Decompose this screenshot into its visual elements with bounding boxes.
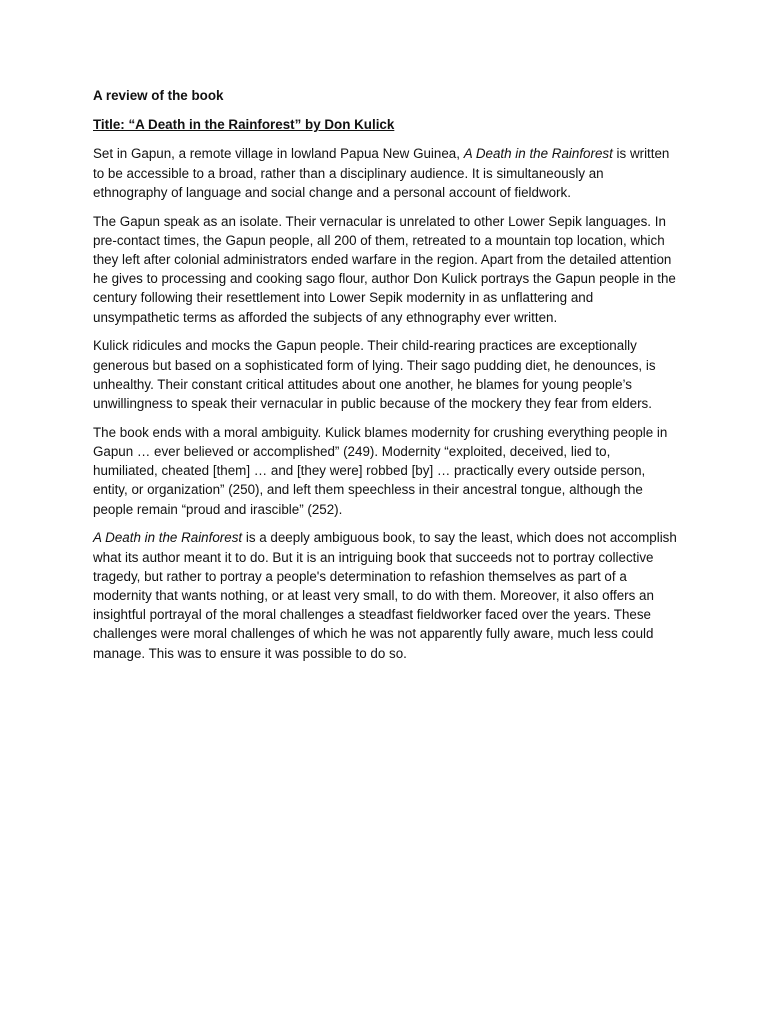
paragraph-1 [93, 144, 678, 202]
paragraph-5-book-title: A Death in the Rainforest [93, 530, 243, 546]
paragraph-5 [93, 528, 678, 662]
paragraph-5-text: is a deeply ambiguous book, to say the least, which does not accomplish what its author meant it to do. But it is an intriguing book that succeeds not to portray collective tragedy, but rather to portray a people's determination to refashion themselves as part of a modernity that wants nothing, or at least very small, to do with them. Moreover, it also offers an insightful portrayal of the moral challenges a steadfast fieldworker faced over the years. These challenges were moral challenges of which he was not apparently fully aware, much less could manage. This was to ensure it was possible to do so. [93, 530, 677, 661]
paragraph-4: The book ends with a moral ambiguity. Kulick blames modernity for crushing everything people in Gapun … ever believed or accomplished” (249). Modernity “exploited, deceived, lied to, humiliated, cheated [them] … and [they were] robbed [by] … practically every outside person, entity, or organization” (250), and left them speechless in their ancestral tongue, although the people remain “proud and irascible” (252). [93, 424, 668, 517]
paragraph-1-book-title: A Death in the Rainforest [463, 146, 613, 162]
document-page [93, 86, 678, 672]
paragraph-2: The Gapun speak as an isolate. Their vernacular is unrelated to other Lower Sepik languages. In pre-contact times, the Gapun people, all 200 of them, retreated to a mountain top location, which they left after colonial administrators ended warfare in the region. Apart from the detailed attention he gives to processing and cooking sago flour, author Don Kulick portrays the Gapun people in the century following their resettlement into Lower Sepik modernity in as unflattering and unsympathetic terms as afforded the subjects of any ethnography ever written. [93, 213, 676, 325]
paragraph-3: Kulick ridicules and mocks the Gapun people. Their child-rearing practices are exceptionally generous but based on a sophisticated form of lying. Their sago pudding diet, he denounces, is unhealthy. Their constant critical attitudes about one another, he blames for young people’s unwillingness to speak their vernacular in public because of the mockery they fear from elders. [93, 338, 656, 412]
book-title-line: Title: “A Death in the Rainforest” by Don Kulick [93, 117, 395, 133]
paragraph-1-text-b: is written to be accessible to a broad, rather than a disciplinary audience. It is simultaneously an ethnography of language and social change and a personal account of fieldwork. [93, 146, 670, 200]
document-heading: A review of the book [93, 88, 224, 103]
paragraph-1-text-a: Set in Gapun, a remote village in lowland Papua New Guinea, [93, 146, 464, 162]
